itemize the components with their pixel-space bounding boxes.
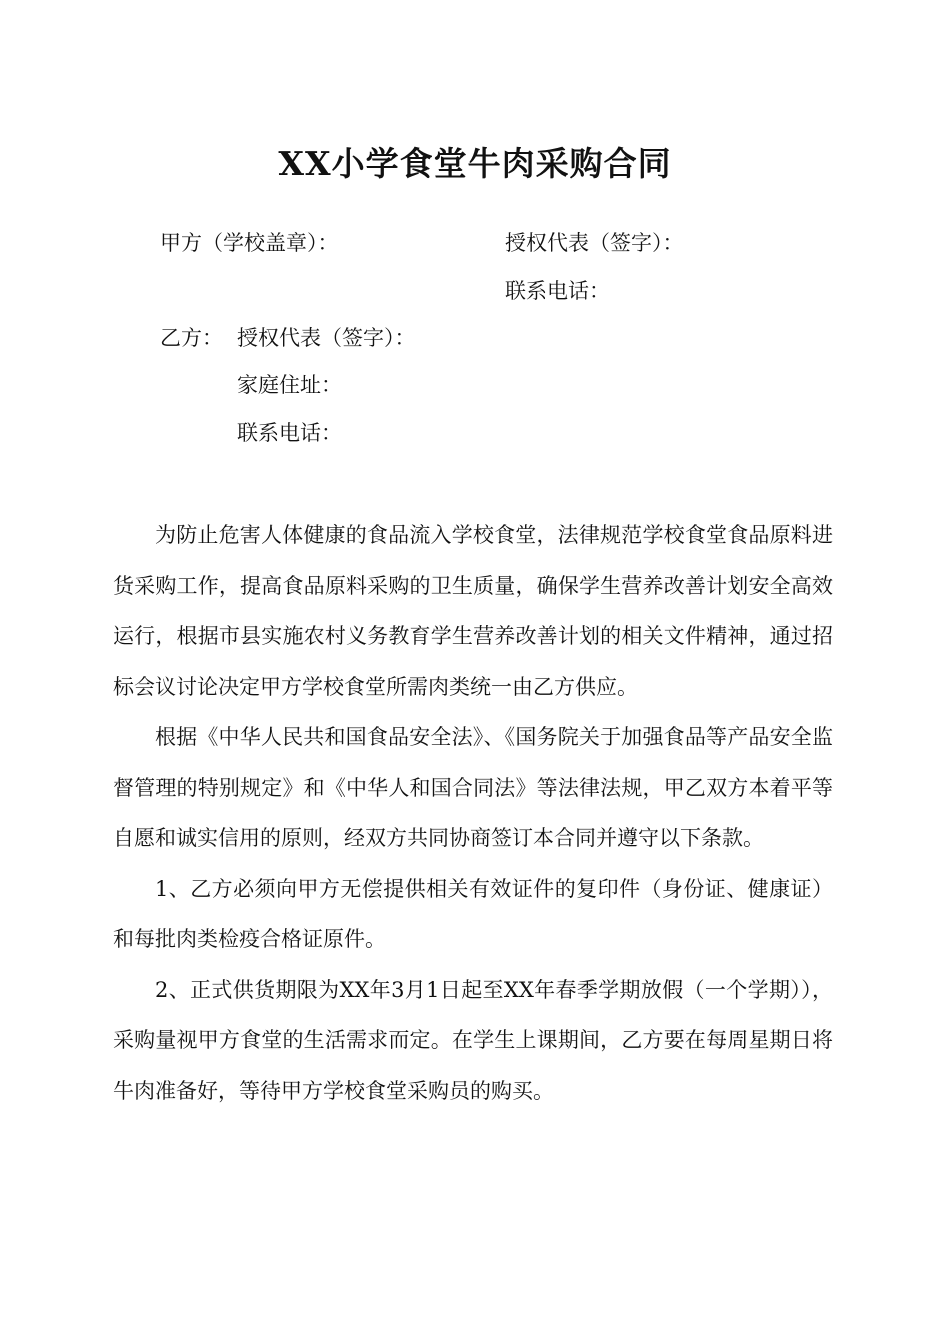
party-b-address-label: 家庭住址：: [237, 373, 342, 397]
document-title: XX小学食堂牛肉采购合同: [278, 144, 672, 183]
party-b-label: 乙方：: [160, 326, 223, 350]
party-a-rep-label: 授权代表（签字）：: [505, 231, 684, 255]
clause-1: 1、乙方必须向甲方无偿提供相关有效证件的复印件（身份证、健康证）和每批肉类检疫合格证原件。: [113, 876, 833, 951]
party-b-rep-label: 授权代表（签字）：: [237, 326, 416, 350]
contract-body: [113, 510, 833, 1116]
paragraph-legal-basis: 根据《中华人民共和国食品安全法》、《国务院关于加强食品等产品安全监督管理的特别规定》和《中华人和国合同法》等法律法规，甲乙双方本着平等自愿和诚实信用的原则，经双方共同协商签订本合同并遵守以下条款。: [113, 725, 833, 850]
paragraph-purpose: 为防止危害人体健康的食品流入学校食堂，法律规范学校食堂食品原料进货采购工作，提高食品原料采购的卫生质量，确保学生营养改善计划安全高效运行，根据市县实施农村义务教育学生营养改善计划的相关文件精神，通过招标会议讨论决定甲方学校食堂所需肉类统一由乙方供应。: [113, 523, 833, 699]
party-b-phone-label: 联系电话：: [237, 421, 342, 445]
party-a-label: 甲方（学校盖章）：: [160, 231, 339, 255]
clause-2: 2、正式供货期限为XX年3月1日起至XX年春季学期放假（一个学期））， 采购量视甲方食堂的生活需求而定。在学生上课期间，乙方要在每周星期日将牛肉准备好，等待甲方学校食堂采购员的购买。: [113, 977, 833, 1103]
party-a-phone-label: 联系电话：: [505, 279, 610, 303]
